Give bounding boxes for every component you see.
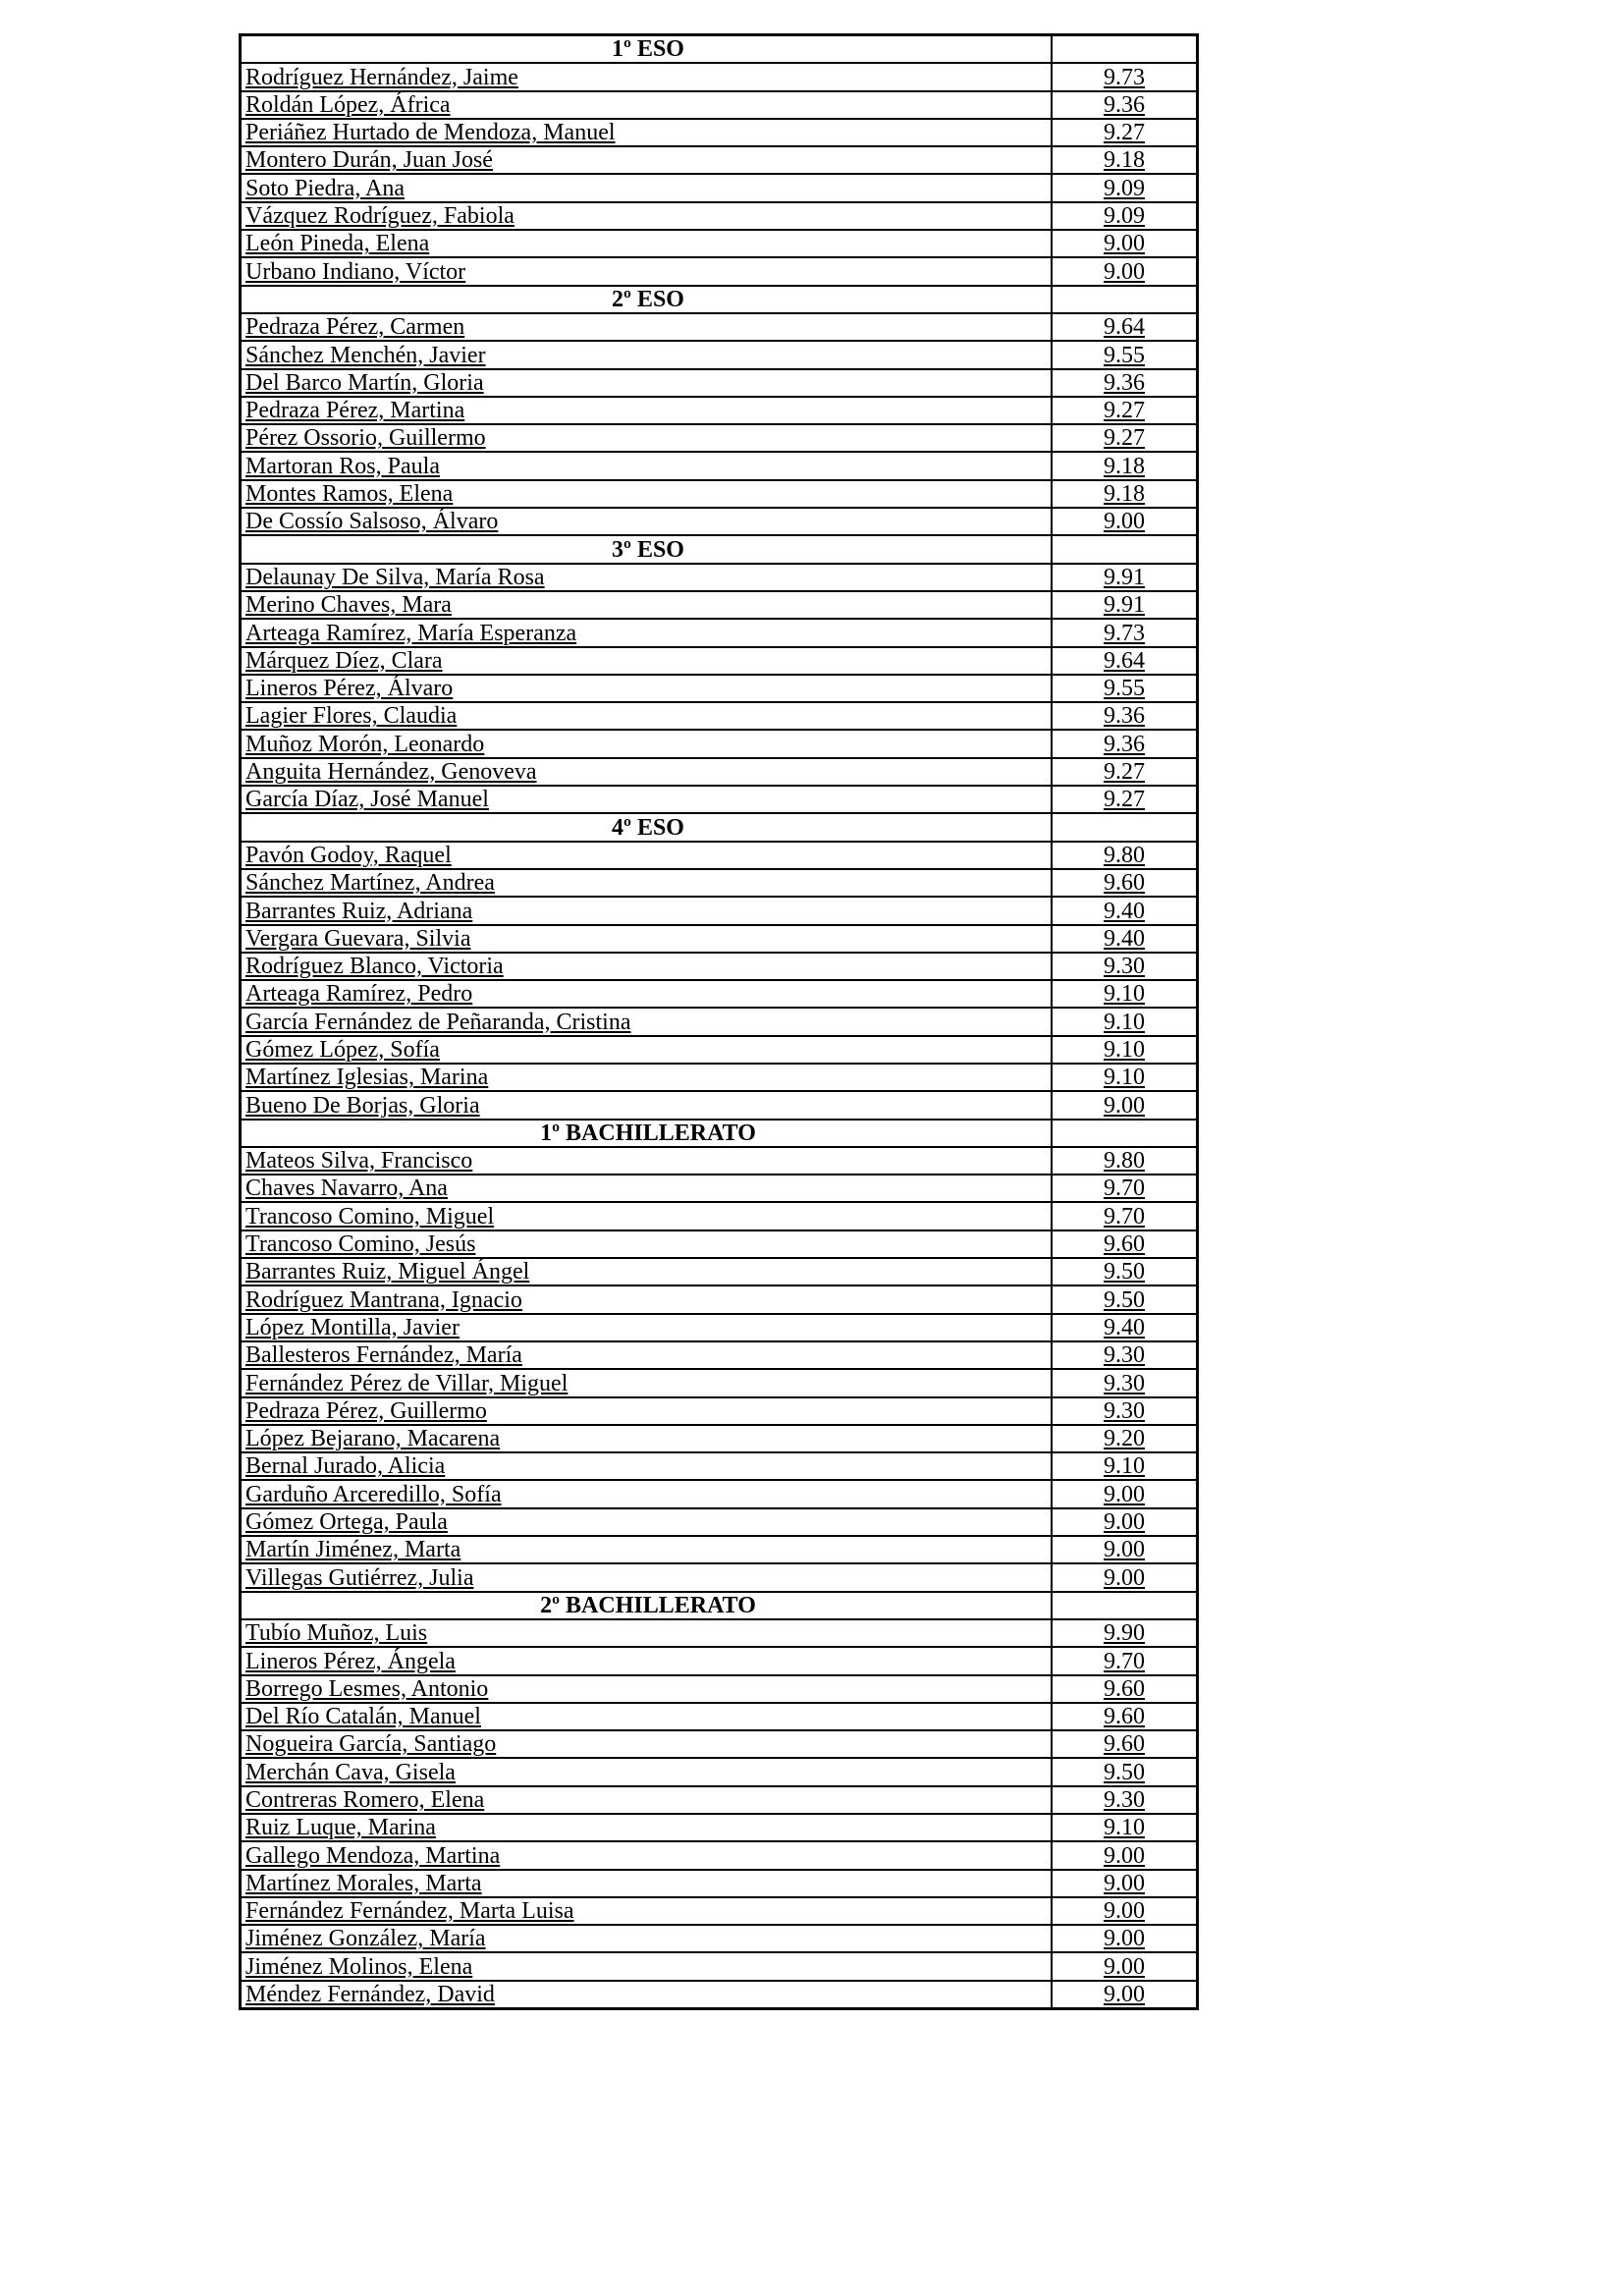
table-row — [241, 647, 1198, 675]
student-name: Lineros Pérez, Ángela — [241, 1647, 1053, 1674]
student-score: 9.27 — [1052, 119, 1198, 146]
table-row — [241, 1147, 1198, 1175]
student-score: 9.50 — [1052, 1758, 1198, 1785]
student-score: 9.30 — [1052, 953, 1198, 980]
grades-table-body — [241, 35, 1198, 2009]
student-score: 9.30 — [1052, 1786, 1198, 1814]
student-name: Rodríguez Blanco, Victoria — [241, 953, 1053, 980]
student-name: De Cossío Salsoso, Álvaro — [241, 508, 1053, 535]
table-row — [241, 675, 1198, 702]
student-score: 9.80 — [1052, 1147, 1198, 1175]
student-name: Gómez Ortega, Paula — [241, 1508, 1053, 1536]
student-score: 9.10 — [1052, 1064, 1198, 1091]
section-score-cell — [1052, 1120, 1198, 1147]
student-name: Sánchez Menchén, Javier — [241, 341, 1053, 368]
student-score: 9.10 — [1052, 1814, 1198, 1841]
student-name: Fernández Pérez de Villar, Miguel — [241, 1369, 1053, 1396]
student-name: Bueno De Borjas, Gloria — [241, 1091, 1053, 1119]
table-row — [241, 1175, 1198, 1202]
table-row — [241, 146, 1198, 174]
student-name: Márquez Díez, Clara — [241, 647, 1053, 675]
student-score: 9.20 — [1052, 1425, 1198, 1452]
student-name: Merchán Cava, Gisela — [241, 1758, 1053, 1785]
table-row — [241, 1536, 1198, 1563]
student-score: 9.40 — [1052, 897, 1198, 924]
student-name: Barrantes Ruiz, Adriana — [241, 897, 1053, 924]
table-row — [241, 1675, 1198, 1703]
student-name: Delaunay De Silva, María Rosa — [241, 564, 1053, 591]
table-row — [241, 174, 1198, 201]
table-row — [241, 1981, 1198, 2009]
student-name: Muñoz Morón, Leonardo — [241, 730, 1053, 757]
student-name: Urbano Indiano, Víctor — [241, 257, 1053, 285]
table-row — [241, 202, 1198, 230]
student-score: 9.80 — [1052, 842, 1198, 869]
table-row — [241, 1814, 1198, 1841]
table-row — [241, 869, 1198, 897]
table-row — [241, 1036, 1198, 1064]
table-row — [241, 1341, 1198, 1369]
student-name: Contreras Romero, Elena — [241, 1786, 1053, 1814]
student-name: Roldán López, África — [241, 91, 1053, 119]
table-row — [241, 897, 1198, 924]
student-name: Arteaga Ramírez, Pedro — [241, 980, 1053, 1008]
student-name: López Montilla, Javier — [241, 1314, 1053, 1341]
table-row — [241, 925, 1198, 953]
student-name: Gómez López, Sofía — [241, 1036, 1053, 1064]
student-name: Vergara Guevara, Silvia — [241, 925, 1053, 953]
student-score: 9.64 — [1052, 647, 1198, 675]
student-name: Montero Durán, Juan José — [241, 146, 1053, 174]
student-name: Borrego Lesmes, Antonio — [241, 1675, 1053, 1703]
student-score: 9.30 — [1052, 1397, 1198, 1425]
grades-table — [239, 33, 1199, 2010]
student-name: Soto Piedra, Ana — [241, 174, 1053, 201]
student-score: 9.00 — [1052, 1841, 1198, 1869]
student-name: Sánchez Martínez, Andrea — [241, 869, 1053, 897]
student-score: 9.36 — [1052, 91, 1198, 119]
student-name: García Díaz, José Manuel — [241, 786, 1053, 813]
student-score: 9.36 — [1052, 702, 1198, 730]
student-score: 9.00 — [1052, 1897, 1198, 1925]
section-header-row — [241, 35, 1198, 64]
student-name: Del Río Catalán, Manuel — [241, 1703, 1053, 1730]
table-row — [241, 730, 1198, 757]
student-score: 9.73 — [1052, 619, 1198, 646]
student-score: 9.30 — [1052, 1341, 1198, 1369]
table-row — [241, 119, 1198, 146]
student-score: 9.91 — [1052, 591, 1198, 619]
student-score: 9.00 — [1052, 1925, 1198, 1952]
table-row — [241, 452, 1198, 479]
student-name: Trancoso Comino, Jesús — [241, 1230, 1053, 1258]
student-score: 9.00 — [1052, 1536, 1198, 1563]
section-score-cell — [1052, 1592, 1198, 1619]
student-score: 9.00 — [1052, 1480, 1198, 1507]
table-row — [241, 1897, 1198, 1925]
table-row — [241, 1285, 1198, 1313]
student-score: 9.30 — [1052, 1369, 1198, 1396]
student-score: 9.40 — [1052, 1314, 1198, 1341]
student-score: 9.60 — [1052, 1703, 1198, 1730]
section-score-cell — [1052, 535, 1198, 563]
table-row — [241, 1758, 1198, 1785]
student-name: Rodríguez Mantrana, Ignacio — [241, 1285, 1053, 1313]
table-row — [241, 1091, 1198, 1119]
table-row — [241, 424, 1198, 452]
table-row — [241, 1369, 1198, 1396]
student-name: Ballesteros Fernández, María — [241, 1341, 1053, 1369]
section-title: 1º BACHILLERATO — [241, 1120, 1053, 1147]
student-score: 9.70 — [1052, 1175, 1198, 1202]
student-name: Tubío Muñoz, Luis — [241, 1619, 1053, 1647]
table-row — [241, 758, 1198, 786]
student-name: Merino Chaves, Mara — [241, 591, 1053, 619]
table-row — [241, 230, 1198, 257]
table-row — [241, 1952, 1198, 1980]
student-name: López Bejarano, Macarena — [241, 1425, 1053, 1452]
section-header-row — [241, 286, 1198, 313]
student-score: 9.60 — [1052, 1230, 1198, 1258]
table-row — [241, 508, 1198, 535]
table-row — [241, 480, 1198, 508]
table-row — [241, 786, 1198, 813]
table-row — [241, 1508, 1198, 1536]
student-name: Barrantes Ruiz, Miguel Ángel — [241, 1258, 1053, 1285]
section-score-cell — [1052, 286, 1198, 313]
table-row — [241, 1258, 1198, 1285]
student-score: 9.09 — [1052, 174, 1198, 201]
table-row — [241, 1730, 1198, 1758]
student-name: Pedraza Pérez, Carmen — [241, 313, 1053, 341]
student-score: 9.70 — [1052, 1202, 1198, 1230]
table-row — [241, 1425, 1198, 1452]
section-header-row — [241, 535, 1198, 563]
student-score: 9.73 — [1052, 63, 1198, 90]
table-row — [241, 257, 1198, 285]
student-score: 9.55 — [1052, 341, 1198, 368]
student-name: Trancoso Comino, Miguel — [241, 1202, 1053, 1230]
table-row — [241, 63, 1198, 90]
student-score: 9.00 — [1052, 230, 1198, 257]
student-name: Rodríguez Hernández, Jaime — [241, 63, 1053, 90]
table-row — [241, 702, 1198, 730]
table-row — [241, 1647, 1198, 1674]
student-score: 9.10 — [1052, 1452, 1198, 1480]
table-row — [241, 1841, 1198, 1869]
student-name: León Pineda, Elena — [241, 230, 1053, 257]
student-score: 9.00 — [1052, 1981, 1198, 2009]
student-score: 9.55 — [1052, 675, 1198, 702]
student-name: Pavón Godoy, Raquel — [241, 842, 1053, 869]
table-row — [241, 564, 1198, 591]
student-name: Del Barco Martín, Gloria — [241, 369, 1053, 397]
table-row — [241, 369, 1198, 397]
student-name: Chaves Navarro, Ana — [241, 1175, 1053, 1202]
student-name: Pérez Ossorio, Guillermo — [241, 424, 1053, 452]
table-row — [241, 1230, 1198, 1258]
table-row — [241, 1619, 1198, 1647]
student-score: 9.36 — [1052, 730, 1198, 757]
student-name: Martínez Iglesias, Marina — [241, 1064, 1053, 1091]
student-score: 9.50 — [1052, 1285, 1198, 1313]
student-name: Jiménez Molinos, Elena — [241, 1952, 1053, 1980]
student-score: 9.64 — [1052, 313, 1198, 341]
student-name: Periáñez Hurtado de Mendoza, Manuel — [241, 119, 1053, 146]
student-name: Pedraza Pérez, Martina — [241, 397, 1053, 424]
table-row — [241, 91, 1198, 119]
student-score: 9.00 — [1052, 1563, 1198, 1591]
student-name: Martoran Ros, Paula — [241, 452, 1053, 479]
student-score: 9.10 — [1052, 980, 1198, 1008]
student-name: Vázquez Rodríguez, Fabiola — [241, 202, 1053, 230]
student-name: Martín Jiménez, Marta — [241, 1536, 1053, 1563]
section-score-cell — [1052, 35, 1198, 64]
table-row — [241, 341, 1198, 368]
student-score: 9.27 — [1052, 397, 1198, 424]
table-row — [241, 1925, 1198, 1952]
student-score: 9.50 — [1052, 1258, 1198, 1285]
student-score: 9.27 — [1052, 424, 1198, 452]
student-name: Arteaga Ramírez, María Esperanza — [241, 619, 1053, 646]
table-row — [241, 842, 1198, 869]
section-header-row — [241, 1120, 1198, 1147]
section-header-row — [241, 813, 1198, 841]
table-row — [241, 1397, 1198, 1425]
student-name: Jiménez González, María — [241, 1925, 1053, 1952]
table-row — [241, 1314, 1198, 1341]
section-title: 2º BACHILLERATO — [241, 1592, 1053, 1619]
table-row — [241, 1786, 1198, 1814]
student-score: 9.90 — [1052, 1619, 1198, 1647]
table-row — [241, 1064, 1198, 1091]
student-name: Méndez Fernández, David — [241, 1981, 1053, 2009]
student-name: García Fernández de Peñaranda, Cristina — [241, 1008, 1053, 1035]
student-score: 9.40 — [1052, 925, 1198, 953]
student-score: 9.18 — [1052, 452, 1198, 479]
student-score: 9.27 — [1052, 786, 1198, 813]
student-score: 9.91 — [1052, 564, 1198, 591]
table-row — [241, 1563, 1198, 1591]
student-name: Montes Ramos, Elena — [241, 480, 1053, 508]
student-score: 9.00 — [1052, 1508, 1198, 1536]
student-name: Anguita Hernández, Genoveva — [241, 758, 1053, 786]
section-score-cell — [1052, 813, 1198, 841]
table-row — [241, 1008, 1198, 1035]
student-score: 9.60 — [1052, 1675, 1198, 1703]
table-row — [241, 980, 1198, 1008]
table-row — [241, 397, 1198, 424]
table-row — [241, 591, 1198, 619]
student-name: Bernal Jurado, Alicia — [241, 1452, 1053, 1480]
student-name: Pedraza Pérez, Guillermo — [241, 1397, 1053, 1425]
student-score: 9.18 — [1052, 480, 1198, 508]
section-header-row — [241, 1592, 1198, 1619]
student-score: 9.36 — [1052, 369, 1198, 397]
student-name: Garduño Arceredillo, Sofía — [241, 1480, 1053, 1507]
student-name: Mateos Silva, Francisco — [241, 1147, 1053, 1175]
student-score: 9.00 — [1052, 257, 1198, 285]
student-score: 9.60 — [1052, 869, 1198, 897]
section-title: 2º ESO — [241, 286, 1053, 313]
student-score: 9.10 — [1052, 1036, 1198, 1064]
table-row — [241, 1452, 1198, 1480]
table-row — [241, 1480, 1198, 1507]
student-score: 9.00 — [1052, 1091, 1198, 1119]
student-score: 9.00 — [1052, 1952, 1198, 1980]
student-score: 9.10 — [1052, 1008, 1198, 1035]
section-title: 1º ESO — [241, 35, 1053, 64]
student-name: Lagier Flores, Claudia — [241, 702, 1053, 730]
student-name: Villegas Gutiérrez, Julia — [241, 1563, 1053, 1591]
student-name: Fernández Fernández, Marta Luisa — [241, 1897, 1053, 1925]
student-name: Martínez Morales, Marta — [241, 1870, 1053, 1897]
student-name: Nogueira García, Santiago — [241, 1730, 1053, 1758]
student-score: 9.00 — [1052, 1870, 1198, 1897]
table-row — [241, 1202, 1198, 1230]
table-row — [241, 1703, 1198, 1730]
student-score: 9.18 — [1052, 146, 1198, 174]
table-row — [241, 953, 1198, 980]
student-score: 9.09 — [1052, 202, 1198, 230]
student-score: 9.27 — [1052, 758, 1198, 786]
student-score: 9.00 — [1052, 508, 1198, 535]
table-row — [241, 313, 1198, 341]
student-score: 9.60 — [1052, 1730, 1198, 1758]
student-score: 9.70 — [1052, 1647, 1198, 1674]
student-name: Lineros Pérez, Álvaro — [241, 675, 1053, 702]
section-title: 3º ESO — [241, 535, 1053, 563]
table-row — [241, 619, 1198, 646]
student-name: Ruiz Luque, Marina — [241, 1814, 1053, 1841]
section-title: 4º ESO — [241, 813, 1053, 841]
student-name: Gallego Mendoza, Martina — [241, 1841, 1053, 1869]
table-row — [241, 1870, 1198, 1897]
